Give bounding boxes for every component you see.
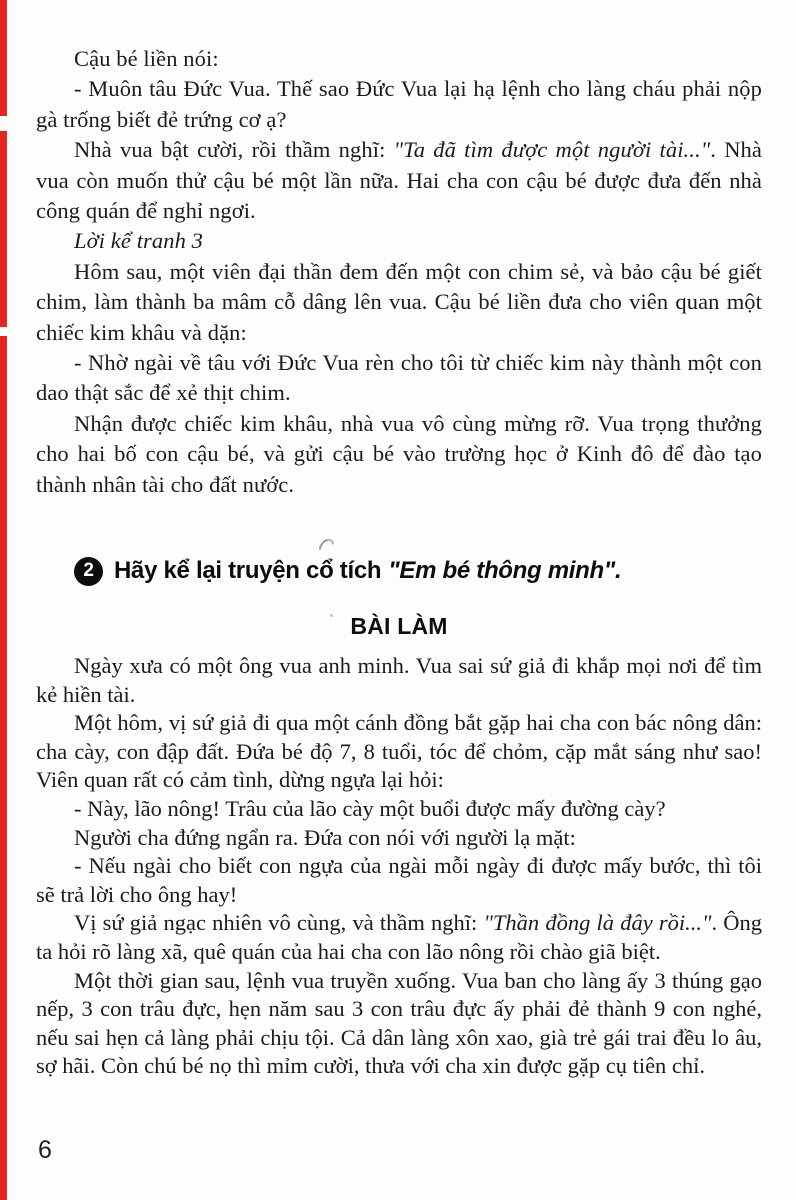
page-number: 6 [38, 1136, 52, 1164]
essay-body [36, 652, 762, 1081]
red-page-edge [0, 131, 7, 327]
story-title: "Em bé thông minh". [388, 557, 622, 585]
paragraph [36, 409, 762, 500]
text-run: Nhận được chiếc kim khâu, nhà vua vô cùng mừng rỡ. Vua trọng thưởng cho hai bố con cậu bé, và gửi cậu bé vào trường học ở Kinh đô để đào tạo thành nhân tài cho đất nước. [36, 410, 762, 497]
paragraph [36, 257, 762, 348]
text-run: Một hôm, vị sứ giả đi qua một cánh đồng bắt gặp hai cha con bác nông dân: cha cày, con đập đất. Đứa bé độ 7, 8 tuổi, tóc để chỏm, cặp mắt sáng như sao! Viên quan rất có cảm tình, dừng ngựa lại hỏi: [36, 710, 762, 793]
paragraph [36, 135, 762, 226]
paragraph [36, 967, 762, 1081]
text-run: Ngày xưa có một ông vua anh minh. Vua sai sứ giả đi khắp mọi nơi để tìm kẻ hiền tài. [36, 653, 762, 707]
text-run: - Này, lão nông! Trâu của lão cày một buổi được mấy đường cày? [74, 796, 666, 822]
paragraph [36, 74, 762, 135]
paragraph [36, 348, 762, 409]
text-run: - Nhờ ngài về tâu với Đức Vua rèn cho tôi từ chiếc kim này thành một con dao thật sắc để xẻ thịt chim. [36, 350, 762, 406]
red-page-edge [0, 0, 7, 116]
text-run: Nhà vua bật cười, rồi thầm nghĩ: [74, 137, 394, 163]
text-run: - Nếu ngài cho biết con ngựa của ngài mỗi ngày đi được mấy bước, thì tôi sẽ trả lời cho ông hay! [36, 853, 762, 907]
paragraph [36, 909, 762, 966]
text-run: "Ta đã tìm được một người tài..." [393, 137, 711, 163]
text-run: - Muôn tâu Đức Vua. Thế sao Đức Vua lại hạ lệnh cho làng cháu phải nộp gà trống biết đẻ trứng cơ ạ? [36, 76, 762, 132]
essay-heading: BÀI LÀM [350, 613, 448, 640]
paragraph [36, 44, 762, 74]
text-run: Cậu bé liền nói: [74, 46, 219, 71]
paragraph [36, 226, 762, 256]
story-continuation [36, 44, 762, 500]
exercise-heading [36, 554, 762, 588]
text-run: Lời kể tranh 3 [74, 228, 204, 254]
text-run: Hôm sau, một viên đại thần đem đến một con chim sẻ, và bảo cậu bé giết chim, làm thành ba mâm cỗ dâng lên vua. Cậu bé liền đưa cho viên quan một chiếc kim khâu và dặn: [36, 258, 762, 345]
text-run: . Ông ta hỏi rõ làng xã, quê quán của hai cha con lão nông rồi chào giã biệt. [36, 910, 762, 965]
question-prompt: Hãy kể lại truyện cổ tích [114, 557, 382, 585]
paragraph [36, 852, 762, 909]
text-run: . Nhà vua còn muốn thử cậu bé một lần nữa. Hai cha con cậu bé được đưa đến nhà công quán để nghỉ ngơi. [36, 137, 762, 224]
text-run: Một thời gian sau, lệnh vua truyền xuống. Vua ban cho làng ấy 3 thúng gạo nếp, 3 con trâu đực, hẹn năm sau 3 con trâu đực ấy phải đẻ thành 9 con nghé, nếu sai hẹn cả làng phải chịu tội. Cả dân làng xôn xao, già trẻ gái trai đều lo âu, sợ hãi. Còn chú bé nọ thì mỉm cười, thưa với cha xin được gặp cụ tiên chỉ. [36, 967, 762, 1079]
paragraph [36, 824, 762, 853]
text-block [36, 44, 762, 1081]
text-run: "Thần đồng là đây rồi..." [483, 910, 712, 936]
paragraph [36, 709, 762, 795]
text-run: Người cha đứng ngẩn ra. Đứa con nói với người lạ mặt: [74, 824, 576, 850]
paragraph [36, 795, 762, 824]
question-number-badge: 2 [74, 557, 103, 586]
red-page-edge [0, 336, 7, 1200]
paragraph [36, 652, 762, 709]
text-run: Vị sứ giả ngạc nhiên vô cùng, và thầm nghĩ: [74, 910, 484, 936]
